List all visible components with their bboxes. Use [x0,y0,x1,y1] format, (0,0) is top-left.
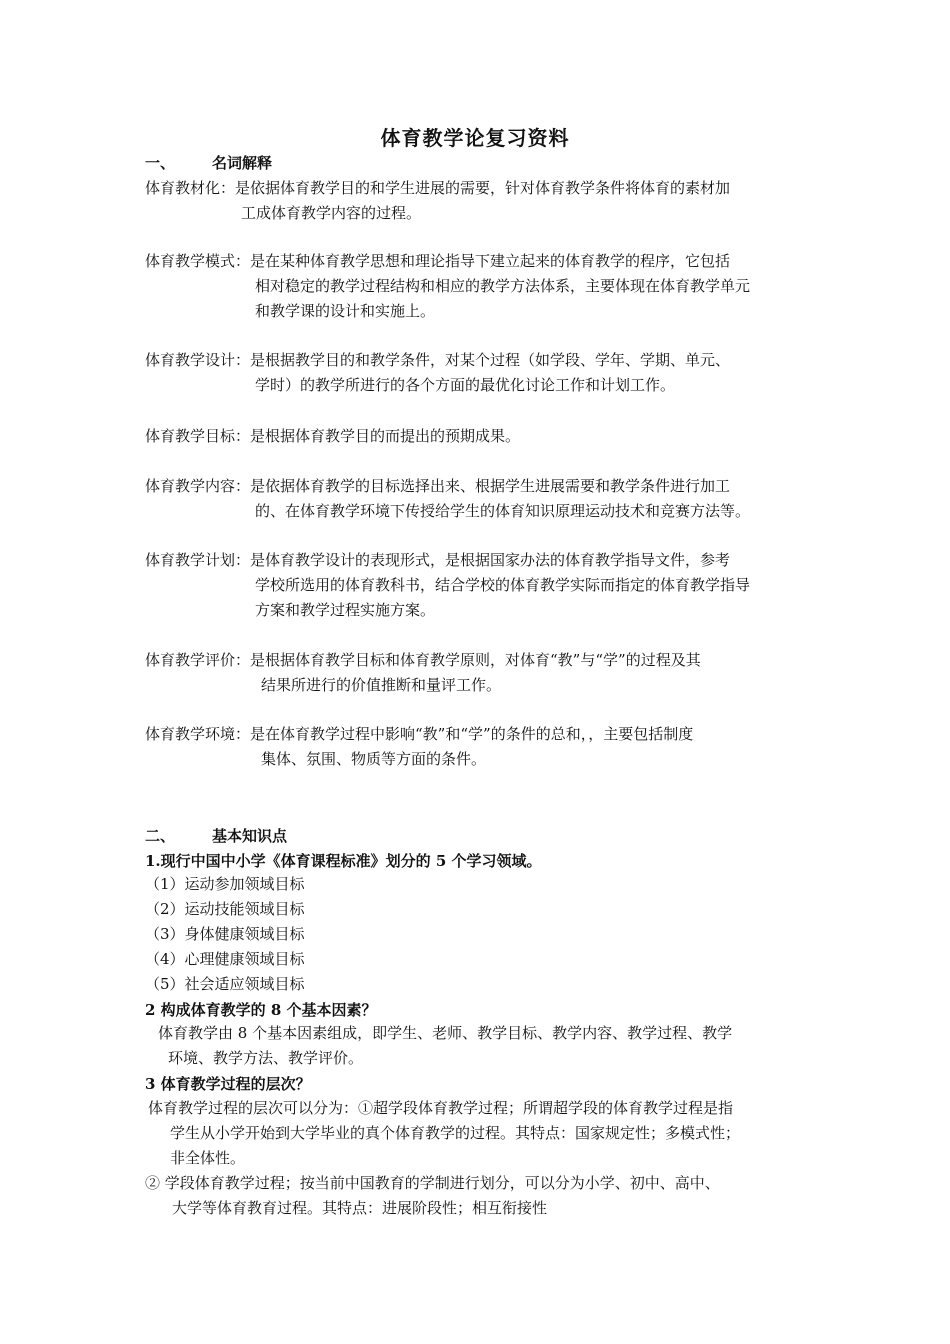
definition-item [145,249,807,324]
document-title: 体育教学论复习资料 [380,126,570,150]
definition-text-cont: 相对稳定的教学过程结构和相应的教学方法体系，主要体现在体育教学单元 [255,277,751,295]
definition-term: 体育教学目标： [145,427,251,445]
definition-text-cont: 学校所选用的体育教科书，结合学校的体育教学实际而指定的体育教学指导 [255,576,751,594]
definition-item [145,722,807,772]
answer-line: 环境、教学方法、教学评价。 [168,1049,364,1067]
definition-item [145,474,807,524]
definition-text: 是在体育教学过程中影响“教”和“学”的条件的总和，，主要包括制度 [250,725,694,743]
list-item: （5）社会适应领域目标 [145,975,305,993]
definition-text-cont: 的、在体育教学环境下传授给学生的体育知识原理运动技术和竞赛方法等。 [255,502,751,520]
definition-term: 体育教学模式： [145,252,251,270]
list-item: （3）身体健康领域目标 [145,925,305,943]
definition-text: 是体育教学设计的表现形式，是根据国家办法的体育教学指导文件，参考 [250,551,731,569]
question-title: 1.现行中国中小学《体育课程标准》划分的 5 个学习领域。 [145,852,542,870]
definition-text: 是在某种体育教学思想和理论指导下建立起来的体育教学的程序，它包括 [250,252,731,270]
definition-term: 体育教材化： [145,179,236,197]
section-number: 二、 [145,827,176,845]
definition-text: 是依据体育教学目的和学生进展的需要，针对体育教学条件将体育的素材加 [235,179,731,197]
answer-line: 非全体性。 [170,1149,246,1167]
definition-term: 体育教学环境： [145,725,251,743]
question-title: 2 构成体育教学的 8 个基本因素？ [145,1001,377,1019]
definition-text-cont: 学时）的教学所进行的各个方面的最优化讨论工作和计划工作。 [255,376,676,394]
answer-line: 体育教学过程的层次可以分为：①超学段体育教学过程；所谓超学段的体育教学过程是指 [148,1099,734,1117]
definition-text-cont: 方案和教学过程实施方案。 [255,601,436,619]
definition-item [145,548,807,623]
section-label: 名词解释 [212,154,273,172]
answer-line: 体育教学由 8 个基本因素组成，即学生、老师、教学目标、教学内容、教学过程、教学 [158,1024,733,1042]
section-label: 基本知识点 [212,827,288,845]
definition-term: 体育教学内容： [145,477,251,495]
definition-item [145,348,807,398]
answer-line: 学生从小学开始到大学毕业的真个体育教学的过程。其特点：国家规定性；多模式性； [170,1124,741,1142]
list-item: （1）运动参加领域目标 [145,875,305,893]
definition-term: 体育教学设计： [145,351,251,369]
definition-item [145,648,807,698]
definition-text: 是根据体育教学目的而提出的预期成果。 [250,427,521,445]
answer-line: 大学等体育教育过程。其特点：进展阶段性；相互衔接性 [172,1199,548,1217]
definition-text-cont: 结果所进行的价值推断和量评工作。 [261,676,502,694]
list-item: （4）心理健康领域目标 [145,950,305,968]
definition-item [145,424,807,449]
definition-text-cont: 集体、氛围、物质等方面的条件。 [261,750,487,768]
definition-text: 是根据教学目的和教学条件，对某个过程（如学段、学年、学期、单元、 [250,351,731,369]
definition-text: 是根据体育教学目标和体育教学原则，对体育“教”与“学”的过程及其 [250,651,701,669]
definition-term: 体育教学评价： [145,651,251,669]
list-item: （2）运动技能领域目标 [145,900,305,918]
definition-text: 是依据体育教学的目标选择出来、根据学生进展需要和教学条件进行加工 [250,477,731,495]
answer-line: ② 学段体育教学过程；按当前中国教育的学制进行划分，可以分为小学、初中、高中、 [145,1174,720,1192]
section-heading-2 [145,825,287,846]
section-number: 一、 [145,154,176,172]
question-title: 3 体育教学过程的层次？ [145,1075,311,1093]
definition-text-cont: 和教学课的设计和实施上。 [255,302,436,320]
definition-text-cont: 工成体育教学内容的过程。 [241,204,422,222]
definition-term: 体育教学计划： [145,551,251,569]
section-heading-1 [145,152,272,173]
definition-item [145,176,807,226]
